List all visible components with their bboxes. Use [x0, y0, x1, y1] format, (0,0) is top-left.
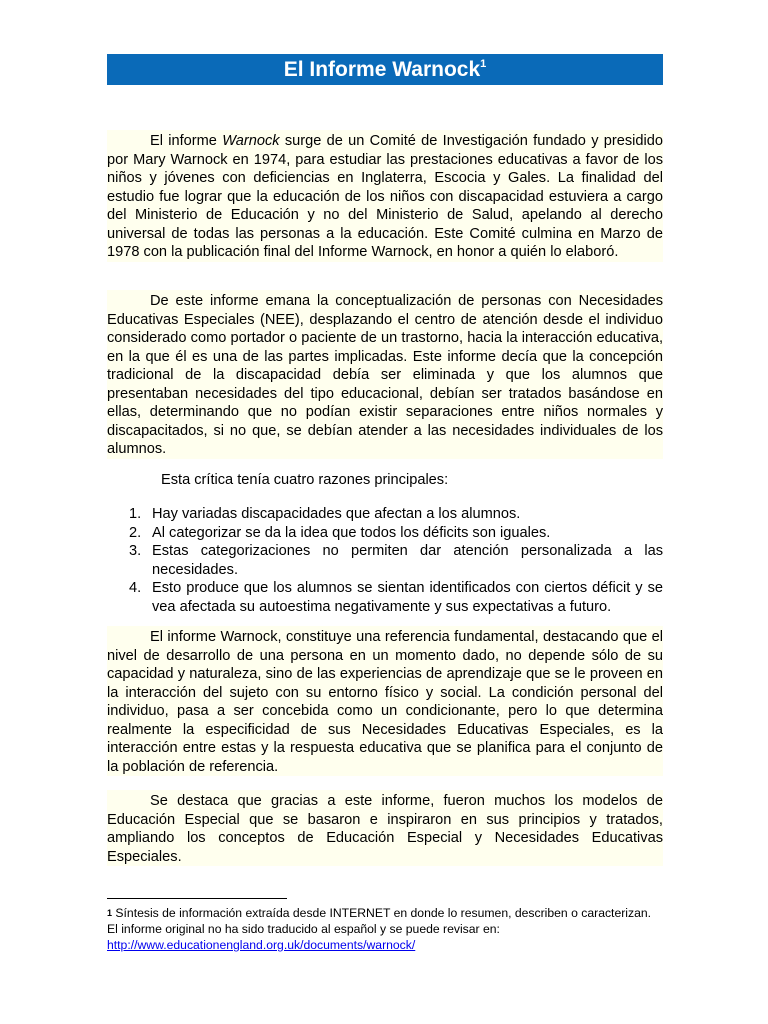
- title-text: El Informe Warnock: [283, 58, 481, 81]
- list-item: [107, 524, 663, 543]
- reasons-list: [107, 505, 663, 616]
- list-item: [107, 505, 663, 524]
- paragraph-influence-text: Se destaca que gracias a este informe, fueron muchos los modelos de Educación Especial que se basaron e inspiraron en sus principios y tratados, ampliando los conceptos de Educación Especial y Necesidades Educativas Especiales.: [107, 793, 663, 865]
- footnote-divider: [107, 898, 287, 899]
- paragraph-origin: [107, 130, 663, 262]
- list-item-number: 2.: [129, 524, 142, 541]
- footnote-text: Síntesis de información extraída desde INTERNET en donde lo resumen, describen o caracterizan. El informe original no ha sido traducido al español y se puede revisar en:: [107, 906, 652, 936]
- list-item: [107, 579, 663, 616]
- paragraph-origin-rest: surge de un Comité de Investigación fundado y presidido por Mary Warnock en 1974, para estudiar las prestaciones educativas a favor de los niños y jóvenes con deficiencias en Inglaterra, Escocia y Gales. La finalidad del estudio fue lograr que la educación de los niños con discapacidad estuviera a cargo del Ministerio de Educación y no del Ministerio de Salud, apelando al derecho universal de todas las personas a la educación. Este Comité culmina en Marzo de 1978 con la publicación final del Informe Warnock, en honor a quién lo elaboró.: [107, 133, 663, 260]
- footnote-mark: 1: [107, 908, 113, 918]
- paragraph-origin-italic: Warnock: [222, 133, 280, 149]
- list-item: [107, 542, 663, 579]
- footnote-link[interactable]: http://www.educationengland.org.uk/documents/warnock/: [107, 938, 416, 952]
- list-item-number: 1.: [129, 506, 142, 522]
- list-lead: Esta crítica tenía cuatro razones principales:: [161, 472, 449, 488]
- paragraph-nee: [107, 290, 663, 459]
- paragraph-nee-text: De este informe emana la conceptualización de personas con Necesidades Educativas Especiales (NEE), desplazando el centro de atención desde el individuo considerado como portador o paciente de un trastorno, hacia la interacción educativa, en la que él es una de las partes implicadas. Este informe decía que la concepción tradicional de la discapacidad debía ser eliminada y que los alumnos que presentaban necesidades del tipo educacional, debían ser tratados basándose en ellas, determinando que no podían existir separaciones entre niños normales y discapacitados, si no que, se debían atender a las necesidades individuales de los alumnos.: [107, 293, 663, 457]
- page-title: [107, 54, 663, 85]
- list-item-text: Hay variadas discapacidades que afectan a los alumnos.: [152, 506, 521, 522]
- list-item-text: Esto produce que los alumnos se sientan identificados con ciertos déficit y se vea afectada su autoestima negativamente y sus expectativas a futuro.: [152, 580, 663, 615]
- list-item-text: Estas categorizaciones no permiten dar atención personalizada a las necesidades.: [152, 543, 663, 578]
- title-footnote-mark: 1: [480, 58, 487, 70]
- paragraph-reference-text: El informe Warnock, constituye una referencia fundamental, destacando que el nivel de desarrollo de una persona en un momento dado, no depende sólo de su capacidad y naturaleza, sino de las experiencias de aprendizaje que se le proveen en la interacción del sujeto con su entorno físico y social. La condición personal del individuo, pasa a ser concebida como un condicionante, pero lo que determina realmente la especificidad de sus Necesidades Educativas Especiales, es la interacción entre estas y la respuesta educativa que se planifica para el conjunto de la población de referencia.: [107, 629, 663, 775]
- paragraph-influence: [107, 790, 663, 866]
- footnote: [107, 905, 663, 953]
- paragraph-reference: [107, 626, 663, 776]
- list-item-number: 4.: [129, 580, 142, 596]
- list-item-number: 3.: [129, 543, 142, 559]
- paragraph-origin-start: El informe: [150, 133, 223, 149]
- list-item-text: Al categorizar se da la idea que todos los déficits son iguales.: [152, 524, 551, 541]
